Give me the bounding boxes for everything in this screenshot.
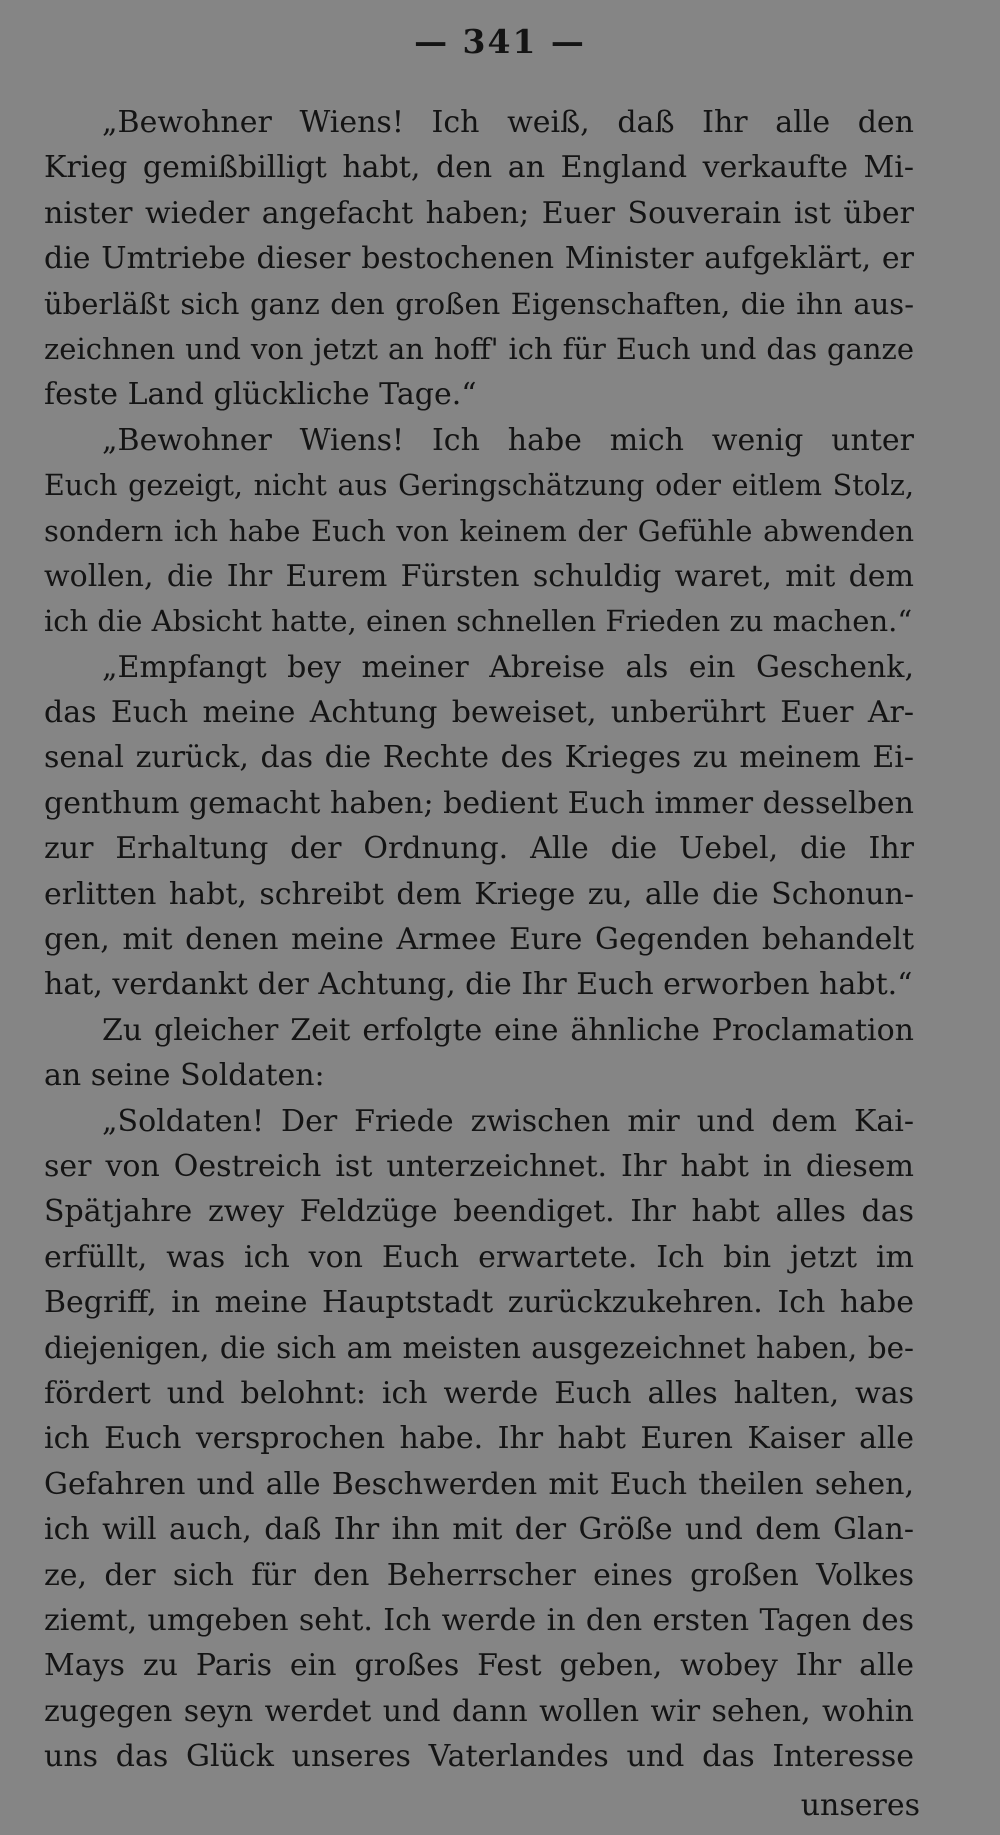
text-line: erfüllt, was ich von Euch erwartete. Ich bin jetzt im: [44, 1239, 914, 1275]
text-line: Gefahren und alle Beschwerden mit Euch theilen sehen,: [44, 1466, 914, 1502]
text-line: „Soldaten! Der Friede zwischen mir und dem Kai-: [102, 1103, 914, 1139]
text-line: uns das Glück unseres Vaterlandes und das Interesse: [44, 1739, 914, 1775]
text-line: senal zurück, das die Rechte des Krieges zu meinem Ei-: [44, 740, 914, 776]
text-line: feste Land glückliche Tage.“: [44, 377, 477, 413]
text-line: Zu gleicher Zeit erfolgte eine ähnliche Proclamation: [102, 1012, 914, 1048]
text-line: ziemt, umgeben seht. Ich werde in den ersten Tagen des: [44, 1602, 914, 1638]
text-line: nister wieder angefacht haben; Euer Souverain ist über: [44, 195, 914, 231]
text-line: fördert und belohnt: ich werde Euch alles halten, was: [44, 1375, 914, 1411]
text-line: zugegen seyn werdet und dann wollen wir sehen, wohin: [44, 1693, 914, 1729]
text-line: ich will auch, daß Ihr ihn mit der Größe und dem Glan-: [44, 1512, 914, 1548]
text-line: Euch gezeigt, nicht aus Geringschätzung oder eitlem Stolz,: [44, 469, 914, 503]
text-line: ich die Absicht hatte, einen schnellen Frieden zu machen.“: [44, 604, 913, 639]
text-line: „Bewohner Wiens! Ich habe mich wenig unter: [102, 422, 914, 458]
text-line: „Empfangt bey meiner Abreise als ein Geschenk,: [102, 649, 914, 685]
text-line: Spätjahre zwey Feldzüge beendiget. Ihr habt alles das: [44, 1194, 914, 1230]
text-line: Krieg gemißbilligt habt, den an England verkaufte Mi-: [44, 150, 914, 186]
text-line: diejenigen, die sich am meisten ausgezeichnet haben, be-: [44, 1330, 914, 1365]
catchword: unseres: [800, 1788, 920, 1823]
text-line: ser von Oestreich ist unterzeichnet. Ihr habt in diesem: [44, 1148, 914, 1184]
text-line: das Euch meine Achtung beweiset, unberührt Euer Ar-: [44, 695, 914, 731]
text-line: genthum gemacht haben; bedient Euch immer desselben: [44, 785, 914, 821]
page-number: — 341 —: [414, 22, 586, 61]
text-line: ich Euch versprochen habe. Ihr habt Euren Kaiser alle: [44, 1421, 914, 1457]
text-line: zeichnen und von jetzt an hoff' ich für Euch und das ganze: [44, 331, 914, 366]
text-line: überläßt sich ganz den großen Eigenschaften, die ihn aus-: [44, 286, 914, 321]
text-line: zur Erhaltung der Ordnung. Alle die Uebel, die Ihr: [44, 831, 914, 867]
text-line: an seine Soldaten:: [44, 1058, 325, 1094]
text-line: die Umtriebe dieser bestochenen Minister aufgeklärt, er: [44, 241, 914, 277]
text-line: Mays zu Paris ein großes Fest geben, wobey Ihr alle: [44, 1648, 914, 1684]
text-line: ze, der sich für den Beherrscher eines großen Volkes: [44, 1557, 914, 1593]
text-line: sondern ich habe Euch von keinem der Gefühle abwenden: [44, 513, 914, 548]
text-line: hat, verdankt der Achtung, die Ihr Euch erworben habt.“: [44, 967, 913, 1003]
text-line: „Bewohner Wiens! Ich weiß, daß Ihr alle den: [102, 105, 914, 140]
text-line: wollen, die Ihr Eurem Fürsten schuldig waret, mit dem: [44, 558, 914, 594]
text-line: gen, mit denen meine Armee Eure Gegenden behandelt: [44, 922, 914, 958]
text-line: Begriff, in meine Hauptstadt zurückzukehren. Ich habe: [44, 1285, 914, 1321]
text-line: erlitten habt, schreibt dem Kriege zu, alle die Schonun-: [44, 876, 914, 912]
body-text: [44, 100, 914, 1779]
